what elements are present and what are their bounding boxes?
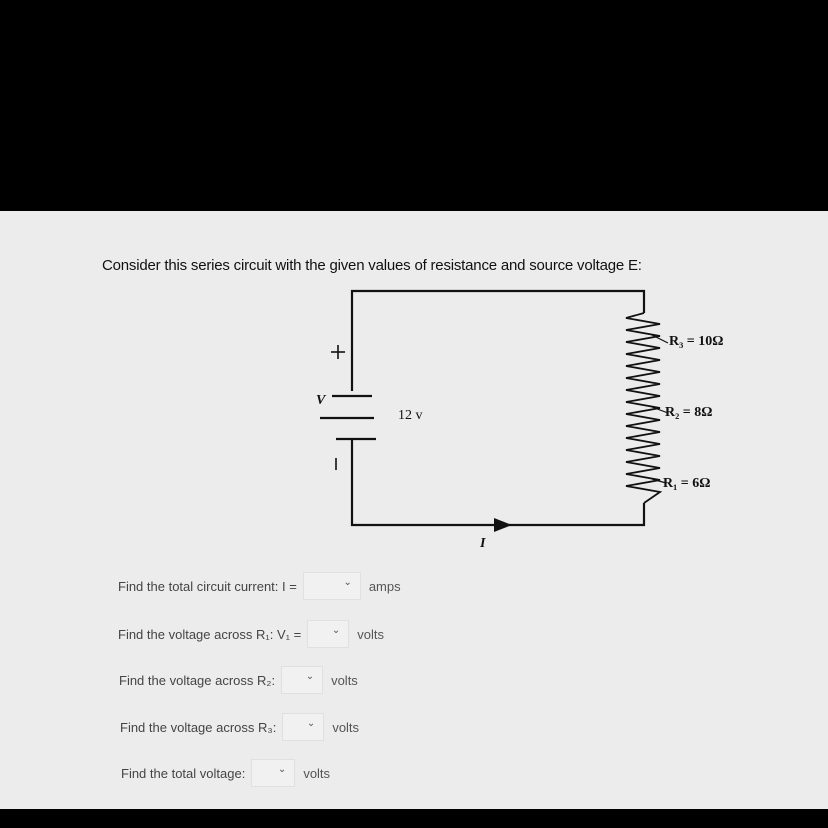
v3-answer-dropdown[interactable] (282, 713, 324, 741)
chevron-down-icon: ⌄ (306, 718, 316, 729)
bottom-wire (500, 503, 644, 525)
question-label: Find the total voltage: (121, 765, 246, 781)
chevron-down-icon: ⌄ (331, 625, 341, 636)
unit-label: volts (331, 672, 358, 688)
v1-answer-dropdown[interactable] (307, 620, 349, 648)
question-label: Find the voltage across R₁: V₁ = (118, 626, 302, 642)
unit-label: amps (368, 578, 401, 594)
r1-label: R₁ = 6Ω (663, 476, 711, 491)
question-voltage-r2 (119, 666, 358, 694)
chevron-down-icon: ⌄ (305, 671, 315, 682)
question-label: Find the voltage across R₂: (119, 672, 276, 688)
voltage-label: 12 v (398, 408, 423, 423)
question-total-voltage (121, 759, 330, 787)
question-voltage-r1 (118, 620, 384, 648)
current-arrow-icon (494, 518, 512, 532)
question-total-current (118, 572, 401, 600)
unit-label: volts (303, 765, 331, 781)
r3-label: R₃ = 10Ω (669, 334, 724, 349)
current-label: I (480, 536, 486, 551)
unit-label: volts (332, 719, 360, 735)
unit-label: volts (357, 626, 385, 642)
question-prompt: Consider this series circuit with the given values of resistance and source voltage E: (102, 257, 642, 274)
left-wire-lower (352, 439, 500, 525)
chevron-down-icon: ⌄ (277, 764, 287, 775)
source-label: V (316, 393, 326, 408)
r2-label: R₂ = 8Ω (665, 405, 713, 420)
quiz-screen (0, 211, 828, 809)
total-voltage-answer-dropdown[interactable] (251, 759, 295, 787)
question-voltage-r3 (120, 713, 359, 741)
v2-answer-dropdown[interactable] (281, 666, 323, 694)
current-answer-dropdown[interactable] (303, 572, 361, 600)
question-label: Find the total circuit current: I = (118, 578, 297, 594)
chevron-down-icon: ⌄ (343, 577, 352, 588)
question-label: Find the voltage across R₃: (120, 719, 277, 735)
top-wire (352, 291, 644, 349)
